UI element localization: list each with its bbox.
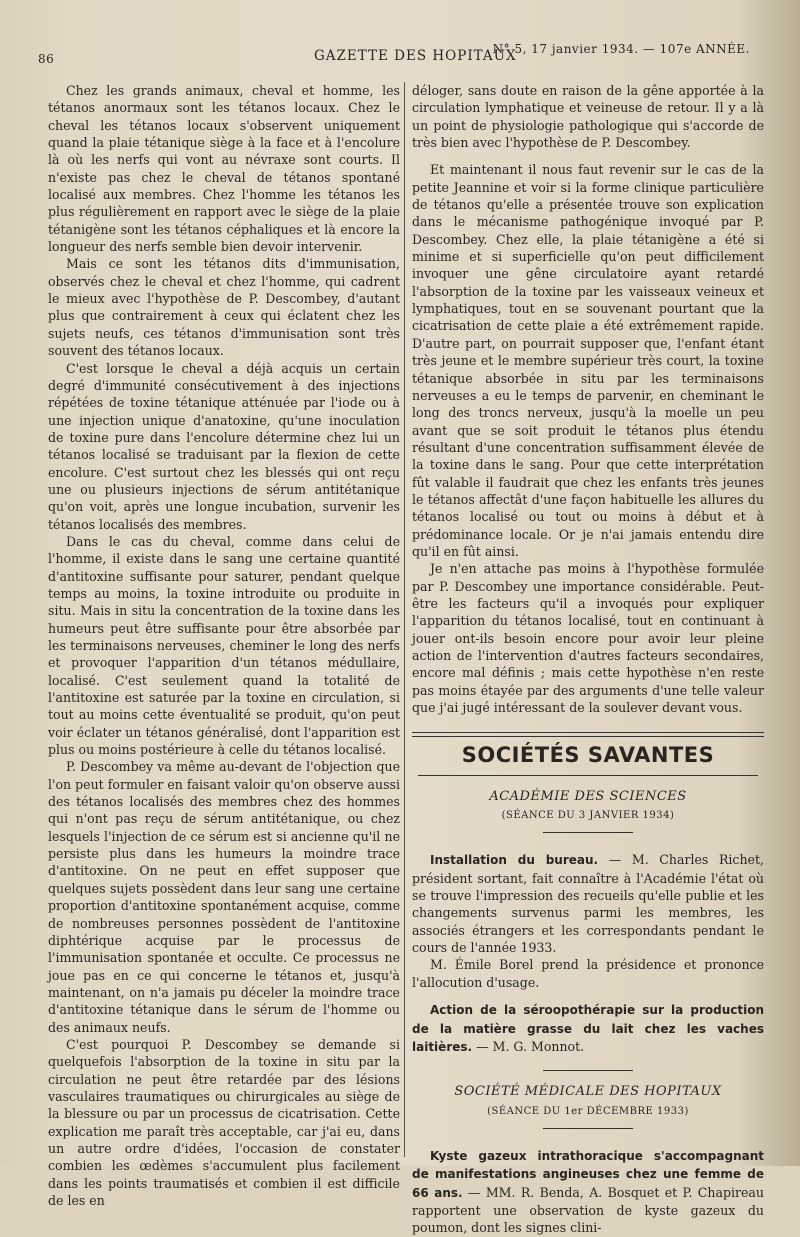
issue-info: N° 5, 17 janvier 1934. — 107e ANNÉE. xyxy=(492,42,750,56)
column-divider xyxy=(404,82,405,1157)
report-item-title: Installation du bureau. xyxy=(430,853,599,868)
right-column xyxy=(412,82,764,1237)
left-column xyxy=(48,82,400,1209)
paragraph: déloger, sans doute en raison de la gêne apportée à la circulation lymphatique et veineuse de retour. Il y a là un point de physiologie pathologique qui s'accorde de très bien avec l'hypothèse de P. Descombey. xyxy=(412,83,764,151)
paragraph: C'est lorsque le cheval a déjà acquis un certain degré d'immunité consécutivement à des injections répétées de toxine tétanique atténuée par l'iode ou à une injection unique d'anatoxine, qu'une inoculation de toxine pure dans l'encolure détermine chez lui un tétanos localisé se traduisant par la flexion de cette encolure. C'est surtout chez les blessés qui ont reçu une ou plusieurs injections de sérum antitétanique qu'on voit, après une longue incubation, survenir les tétanos localisés des membres. xyxy=(48,360,400,532)
session-date: (SÉANCE DU 3 JANVIER 1934) xyxy=(501,810,675,822)
report-item-text: — MM. R. Benda, A. Bosquet et P. Chapireau rapportent une observation de kyste gazeux du poumon, dont les signes clini- xyxy=(412,1184,764,1236)
report-item xyxy=(412,1147,764,1237)
society-name: ACADÉMIE DES SCIENCES xyxy=(489,788,687,804)
report-item-title: Kyste gazeux intrathoracique s'accompagnant de manifestations angineuses chez une femme de 66 ans. xyxy=(412,1148,764,1200)
section-title-rule xyxy=(418,775,758,776)
short-rule xyxy=(543,832,633,833)
section-title: SOCIÉTÉS SAVANTES xyxy=(461,743,715,768)
short-rule xyxy=(543,1128,633,1129)
report-item-title: Action de la séroopothérapie sur la production de la matière grasse du lait chez les vaches laitières. xyxy=(412,1003,764,1054)
section-rule xyxy=(412,732,764,737)
paragraph: Chez les grands animaux, cheval et homme, les tétanos anormaux sont les tétanos locaux. Chez le cheval les tétanos locaux s'observent uniquement quand la plaie tétanique siège à la face et à l'encolure là où les nerfs qui vont au névraxe sont courts. Il n'existe pas chez le cheval de tétanos spontané localisé aux membres. Chez l'homme les tétanos les plus régulièrement en rapport avec le siège de la plaie tétanigène sont les tétanos céphaliques et là encore la longueur des nerfs semble bien devoir intervenir. xyxy=(48,83,400,255)
journal-title: GAZETTE DES HOPITAUX xyxy=(314,48,517,64)
report-item xyxy=(412,851,764,956)
paragraph: Mais ce sont les tétanos dits d'immunisation, observés chez le cheval et chez l'homme, qui cadrent le mieux avec l'hypothèse de P. Descombey, d'autant plus que contrairement à ceux qui éclatent chez les sujets neufs, ces tétanos d'immunisation sont très souvent des tétanos locaux. xyxy=(48,256,400,359)
paragraph: Je n'en attache pas moins à l'hypothèse formulée par P. Descombey une importance considérable. Peut-être les facteurs qu'il a invoqués pour expliquer l'apparition du tétanos localisé, tout en continuant à jouer ont-ils besoin encore pour avoir leur pleine action de l'intervention d'autres facteurs secondaires, encore mal définis ; mais cette hypothèse n'en reste pas moins étayée par des arguments d'une telle valeur que j'ai jugé intéressant de la soulever devant vous. xyxy=(412,561,764,716)
page-number: 86 xyxy=(38,52,55,66)
paragraph: P. Descombey va même au-devant de l'objection que l'on peut formuler en faisant valoir qu'on observe aussi des tétanos localisés des membres chez des hommes qui n'ont pas reçu de sérum antitétanique, ou chez lesquels l'injection de ce sérum est si ancienne qu'il ne persiste plus dans les humeurs la moindre trace d'antitoxine. On ne peut en effet supposer que quelques sujets possèdent dans leur sang une certaine proportion d'antitoxine spontanément acquise, comme de nombreuses personnes possèdent de l'antitoxine diphtérique acquise par le processus de l'immunisation spontanée et occulte. Ce processus ne joue pas en ce qui concerne le tétanos et, jusqu'à maintenant, on n'a jamais pu déceler la moindre trace d'antitoxine tétanique dans le sérum de l'homme ou des animaux neufs. xyxy=(48,759,400,1035)
paragraph: Dans le cas du cheval, comme dans celui de l'homme, il existe dans le sang une certaine quantité d'antitoxine suffisante pour saturer, pendant quelque temps au moins, la toxine introduite ou produite in situ. Mais in situ la concentration de la toxine dans les humeurs peut être suffisante pour être absorbée par les terminaisons nerveuses, cheminer le long des nerfs et provoquer l'apparition d'un tétanos médullaire, localisé. C'est seulement quand la totalité de l'antitoxine est saturée par la toxine en circulation, si tout au moins cette éventualité se produit, qu'on peut voir éclater un tétanos généralisé, dont l'apparition est plus ou moins postérieure à celle du tétanos localisé. xyxy=(48,533,400,758)
report-item-text: — M. G. Monnot. xyxy=(472,1038,585,1054)
short-rule xyxy=(543,1070,633,1071)
society-name: SOCIÉTÉ MÉDICALE DES HOPITAUX xyxy=(454,1084,722,1100)
page-header xyxy=(38,38,762,64)
report-item-text: — M. Charles Richet, président sortant, fait connaître à l'Académie l'état où se trouve l'impression des recueils qu'elle publie et les changements survenus parmi les membres, les associés étrangers et les correspondants pendant le cours de l'année 1933. xyxy=(412,852,764,956)
report-item xyxy=(412,1001,764,1056)
paragraph: Et maintenant il nous faut revenir sur le cas de la petite Jeannine et voir si la forme clinique particulière de tétanos qu'elle a présentée trouve son explication dans le mécanisme pathogénique invoqué par P. Descombey. Chez elle, la plaie tétanigène a été si minime et si superficielle qu'on peut difficilement invoquer une gêne circulatoire ayant retardé l'absorption de la toxine par les vaisseaux veineux et lymphatiques, tout en se souvenant pourtant que la cicatrisation de cette plaie a été extrêmement rapide. D'autre part, on pourrait supposer que, l'enfant étant très jeune et le membre supérieur très court, la toxine tétanique absorbée in situ par les terminaisons nerveuses a eu le temps de parvenir, en cheminant le long des troncs nerveux, jusqu'à la moelle un peu avant que se soit produit le tétanos plus étendu résultant d'une concentration suffisamment élevée de la toxine dans le sang. Pour que cette interprétation fût valable il faudrait que chez les enfants très jeunes le tétanos affectât d'une façon habituelle les allures du tétanos localisé ou tout ou moins à début et à prédominance locale. Or je n'ai jamais entendu dire qu'il en fût ainsi. xyxy=(412,162,764,559)
paragraph: C'est pourquoi P. Descombey se demande si quelquefois l'absorption de la toxine in situ par la circulation ne peut être retardée par des lésions vasculaires traumatiques ou chirurgicales au siège de la blessure ou par un processus de cicatrisation. Cette explication me paraît très acceptable, car j'ai eu, dans un autre ordre d'idées, l'occasion de constater combien les œdèmes s'accumulent plus facilement dans les points traumatisés et combien il est difficile de les en xyxy=(48,1036,400,1208)
session-date: (SÉANCE DU 1er DÉCEMBRE 1933) xyxy=(487,1105,689,1117)
report-item-continuation: M. Émile Borel prend la présidence et prononce l'allocution d'usage. xyxy=(412,957,764,990)
